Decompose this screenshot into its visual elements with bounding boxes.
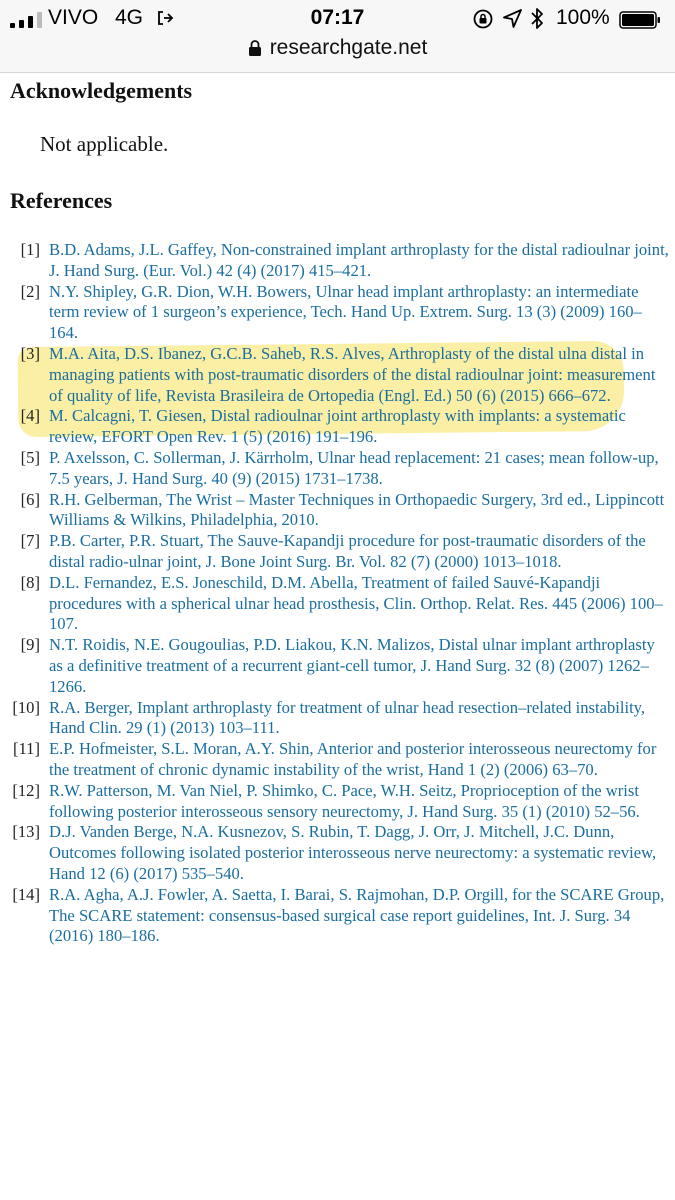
reference-item[interactable] — [0, 885, 675, 947]
battery-percentage: 100% — [556, 6, 610, 29]
reference-item[interactable] — [0, 698, 675, 740]
reference-item[interactable] — [0, 490, 675, 532]
reference-link[interactable]: R.A. Berger, Implant arthroplasty for treatment of ulnar head resection–related instability, Hand Clin. 29 (1) (2013) 103–111. — [49, 697, 646, 738]
reference-item[interactable] — [0, 822, 675, 884]
reference-item[interactable] — [0, 448, 675, 490]
reference-number: [13] — [12, 822, 40, 842]
address-bar[interactable] — [0, 36, 675, 64]
reference-link[interactable]: M. Calcagni, T. Giesen, Distal radioulnar joint arthroplasty with implants: a systematic review, EFORT Open Rev. 1 (5) (2016) 191–196. — [49, 406, 626, 447]
reference-number: [10] — [12, 697, 40, 717]
reference-number: [9] — [20, 635, 40, 655]
reference-number: [4] — [20, 406, 40, 426]
reference-number: [7] — [20, 531, 40, 551]
reference-link[interactable]: R.A. Agha, A.J. Fowler, A. Saetta, I. Barai, S. Rajmohan, D.P. Orgill, for the SCARE Group, The SCARE statement: consensus-based surgical case report guidelines, Int. J. Surg. 34 (2016) 180–186. — [49, 884, 665, 946]
reference-link[interactable]: N.Y. Shipley, G.R. Dion, W.H. Bowers, Ulnar head implant arthroplasty: an intermediate term review of 1 surgeon’s experience, Tech. Hand Up. Extrem. Surg. 13 (3) (2009) 160–164. — [49, 281, 642, 343]
reference-link[interactable]: D.J. Vanden Berge, N.A. Kusnezov, S. Rubin, T. Dagg, J. Orr, J. Mitchell, J.C. Dunn, Outcomes following isolated posterior interosseous nerve neurectomy: a systematic review, Hand 12 (6) (2017) 535–540. — [49, 822, 657, 883]
reference-item-highlighted[interactable] — [0, 344, 675, 406]
reference-number: [11] — [12, 739, 40, 759]
reference-item[interactable] — [0, 781, 675, 823]
reference-number: [1] — [20, 240, 40, 259]
reference-item[interactable] — [0, 240, 675, 282]
reference-item[interactable] — [0, 406, 675, 448]
status-bar — [0, 6, 675, 32]
reference-number: [5] — [20, 447, 40, 467]
references-heading: References — [10, 188, 113, 213]
reference-number: [14] — [12, 884, 40, 904]
reference-number: [12] — [12, 780, 40, 800]
reference-link[interactable]: E.P. Hofmeister, S.L. Moran, A.Y. Shin, Anterior and posterior interosseous neurectomy for the treatment of chronic dynamic instability of the wrist, Hand 1 (2) (2006) 63–70. — [49, 739, 657, 779]
rotation-lock-icon — [472, 8, 494, 30]
reference-link[interactable]: P.B. Carter, P.R. Stuart, The Sauve-Kapandji procedure for post-traumatic disorders of the distal radio-ulnar joint, J. Bone Joint Surg. Br. Vol. 82 (7) (2000) 1013–1018. — [49, 531, 646, 571]
reference-link[interactable]: B.D. Adams, J.L. Gaffey, Non-constrained implant arthroplasty for the distal radioulnar joint, J. Hand Surg. (Eur. Vol.) 42 (4) (2017) 415–421. — [49, 240, 669, 280]
reference-item[interactable] — [0, 573, 675, 635]
battery-icon — [619, 11, 661, 29]
reference-item[interactable] — [0, 635, 675, 697]
acknowledgements-text: Not applicable. — [40, 132, 169, 156]
location-arrow-icon — [503, 9, 522, 28]
reference-number: [6] — [20, 489, 40, 509]
reference-link[interactable]: R.W. Patterson, M. Van Niel, P. Shimko, C. Pace, W.H. Seitz, Proprioception of the wrist following posterior interosseous sensory neurectomy, J. Hand Surg. 35 (1) (2010) 52–56. — [49, 780, 640, 821]
reference-number: [2] — [20, 281, 40, 301]
bluetooth-icon — [530, 7, 544, 30]
reference-link[interactable]: M.A. Aita, D.S. Ibanez, G.C.B. Saheb, R.S. Alves, Arthroplasty of the distal ulna distal in managing patients with post-traumatic disorders of the distal radioulnar joint: measurement of quality of life, Revista Brasileira de Ortopedia (Engl. Ed.) 50 (6) (2015) 666–672. — [49, 343, 656, 405]
reference-number: [8] — [20, 572, 40, 592]
clock: 07:17 — [310, 6, 365, 29]
carrier-name: VIVO — [48, 6, 99, 29]
reference-number: [3] — [20, 343, 40, 363]
network-type: 4G — [115, 6, 144, 29]
url-text: researchgate.net — [269, 36, 428, 59]
acknowledgements-heading: Acknowledgements — [10, 78, 193, 103]
lock-icon — [248, 39, 262, 57]
reference-item[interactable] — [0, 739, 675, 781]
reference-link[interactable]: N.T. Roidis, N.E. Gougoulias, P.D. Liakou, K.N. Malizos, Distal ulnar implant arthroplasty as a definitive treatment of a recurrent giant-cell tumor, J. Hand Surg. 32 (8) (2007) 1262–1266. — [49, 635, 655, 696]
reference-item[interactable] — [0, 531, 675, 573]
reference-link[interactable]: P. Axelsson, C. Sollerman, J. Kärrholm, Ulnar head replacement: 21 cases; mean follow-up, 7.5 years, J. Hand Surg. 40 (9) (2015) 1731–1738. — [49, 447, 659, 488]
reference-link[interactable]: R.H. Gelberman, The Wrist – Master Techniques in Orthopaedic Surgery, 3rd ed., Lippincott Williams & Wilkins, Philadelphia, 2010. — [49, 489, 665, 530]
reference-link[interactable]: D.L. Fernandez, E.S. Joneschild, D.M. Abella, Treatment of failed Sauvé-Kapandji procedures with a spherical ulnar head prosthesis, Clin. Orthop. Relat. Res. 445 (2006) 100–107. — [49, 572, 663, 634]
browser-chrome — [0, 0, 675, 73]
reference-list — [0, 240, 675, 947]
reference-item[interactable] — [0, 282, 675, 344]
